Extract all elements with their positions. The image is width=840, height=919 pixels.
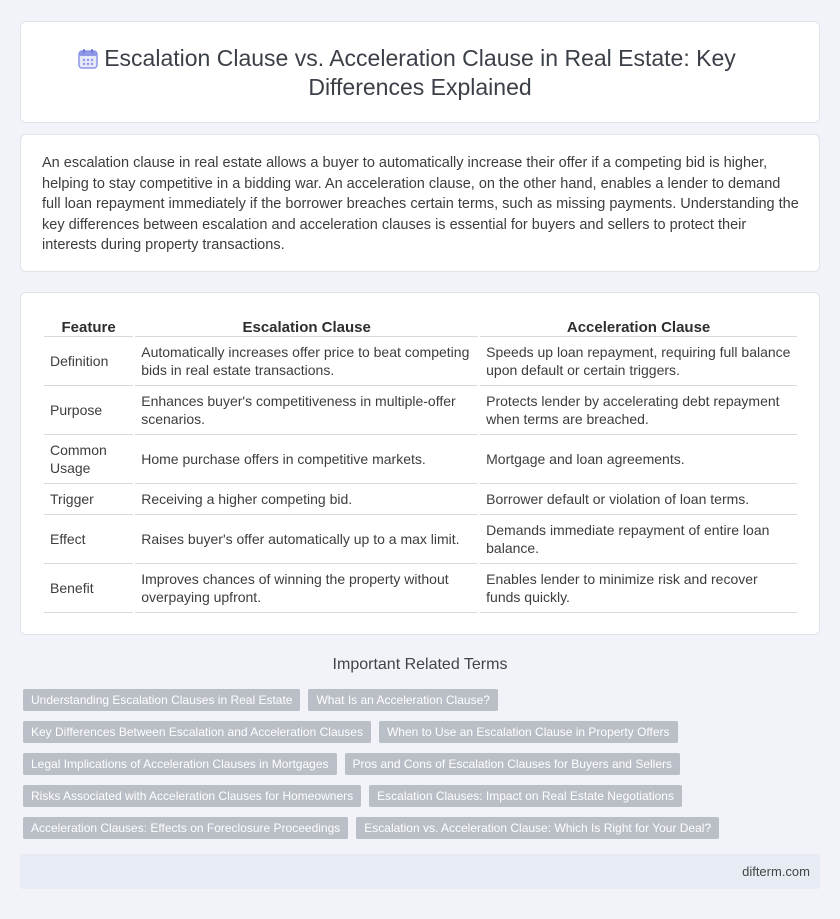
intro-card [20, 134, 820, 272]
related-term-link[interactable]: Risks Associated with Acceleration Clauses for Homeowners [23, 785, 361, 807]
footer-site-link[interactable]: difterm.com [742, 864, 810, 879]
feature-cell: Definition [44, 337, 133, 386]
escalation-cell: Enhances buyer's competitiveness in multiple-offer scenarios. [135, 386, 478, 435]
related-term-link[interactable]: Key Differences Between Escalation and Acceleration Clauses [23, 721, 371, 743]
table-header-row [44, 315, 797, 337]
page-title: Escalation Clause vs. Acceleration Clause in Real Estate: Key Differences Explained [104, 45, 736, 100]
table-row [44, 515, 797, 564]
related-term-link[interactable]: Acceleration Clauses: Effects on Foreclosure Proceedings [23, 817, 348, 839]
comparison-card [20, 292, 820, 635]
intro-paragraph: An escalation clause in real estate allows a buyer to automatically increase their offer if a competing bid is higher, helping to stay competitive in a bidding war. An acceleration clause, on the other hand, enables a lender to demand full loan repayment immediately if the borrower breaches certain terms, such as missing payments. Understanding the key differences between escalation and acceleration clauses is essential for buyers and sellers to protect their interests during property transactions. [42, 155, 799, 254]
related-terms-heading: Important Related Terms [332, 656, 508, 673]
header-feature: Feature [44, 315, 133, 337]
feature-cell: Benefit [44, 564, 133, 613]
table-row [44, 435, 797, 484]
feature-cell: Purpose [44, 386, 133, 435]
comparison-table [42, 315, 799, 613]
footer [20, 854, 820, 889]
acceleration-cell: Borrower default or violation of loan terms. [480, 484, 797, 515]
related-term-link[interactable]: Escalation vs. Acceleration Clause: Which Is Right for Your Deal? [356, 817, 719, 839]
escalation-cell: Improves chances of winning the property without overpaying upfront. [135, 564, 478, 613]
related-term-link[interactable]: Understanding Escalation Clauses in Real Estate [23, 689, 300, 711]
related-term-link[interactable]: Legal Implications of Acceleration Clauses in Mortgages [23, 753, 337, 775]
table-row [44, 564, 797, 613]
feature-cell: Common Usage [44, 435, 133, 484]
table-row [44, 337, 797, 386]
acceleration-cell: Mortgage and loan agreements. [480, 435, 797, 484]
title-card [20, 21, 820, 123]
header-escalation: Escalation Clause [135, 315, 478, 337]
acceleration-cell: Demands immediate repayment of entire loan balance. [480, 515, 797, 564]
escalation-cell: Raises buyer's offer automatically up to a max limit. [135, 515, 478, 564]
feature-cell: Trigger [44, 484, 133, 515]
related-terms-list [23, 689, 803, 839]
related-term-link[interactable]: What Is an Acceleration Clause? [308, 689, 497, 711]
related-term-link[interactable]: Pros and Cons of Escalation Clauses for Buyers and Sellers [345, 753, 681, 775]
escalation-cell: Receiving a higher competing bid. [135, 484, 478, 515]
escalation-cell: Home purchase offers in competitive markets. [135, 435, 478, 484]
table-row [44, 386, 797, 435]
header-acceleration: Acceleration Clause [480, 315, 797, 337]
acceleration-cell: Protects lender by accelerating debt repayment when terms are breached. [480, 386, 797, 435]
related-term-link[interactable]: Escalation Clauses: Impact on Real Estate Negotiations [369, 785, 682, 807]
table-row [44, 484, 797, 515]
acceleration-cell: Speeds up loan repayment, requiring full balance upon default or certain triggers. [480, 337, 797, 386]
acceleration-cell: Enables lender to minimize risk and recover funds quickly. [480, 564, 797, 613]
feature-cell: Effect [44, 515, 133, 564]
related-term-link[interactable]: When to Use an Escalation Clause in Property Offers [379, 721, 678, 743]
escalation-cell: Automatically increases offer price to beat competing bids in real estate transactions. [135, 337, 478, 386]
